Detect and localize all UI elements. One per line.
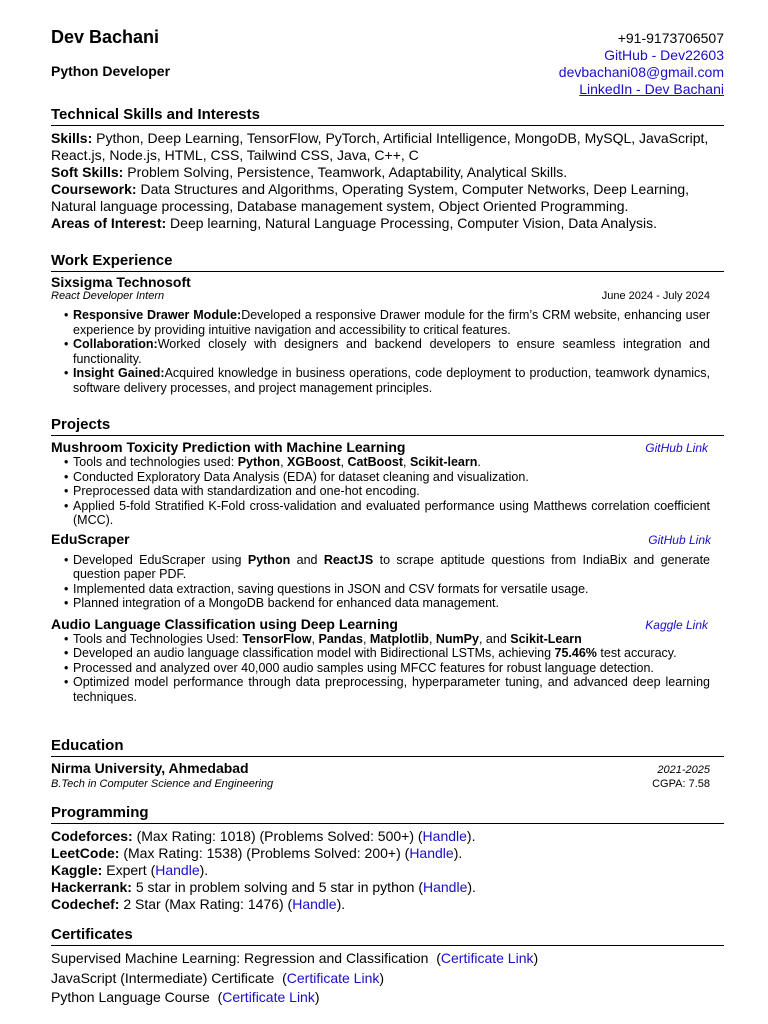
certificate-link[interactable]: Certificate Link bbox=[286, 969, 380, 986]
list-item: • Optimized model performance through data preprocessing, hyperparameter tuning, and advanced deep learning techniques. bbox=[73, 675, 710, 704]
project-github-link[interactable]: GitHub Link bbox=[645, 441, 708, 455]
work-section bbox=[51, 252, 724, 395]
degree-name: B.Tech in Computer Science and Engineering bbox=[51, 778, 274, 790]
school-name: Nirma University, Ahmedabad bbox=[51, 760, 249, 776]
project-title: Audio Language Classification using Deep Learning bbox=[51, 615, 398, 632]
github-link[interactable]: GitHub - Dev22603 bbox=[604, 47, 724, 63]
section-title: Work Experience bbox=[51, 252, 724, 272]
section-title: Education bbox=[51, 737, 724, 757]
certificate-item: Python Language Course (Certificate Link) bbox=[51, 989, 320, 1005]
candidate-name: Dev Bachani bbox=[51, 27, 160, 47]
phone-number: +91-9173706507 bbox=[617, 30, 724, 46]
programming-row-hackerrank: Hackerrank: 5 star in problem solving and 5 star in python (Handle). bbox=[51, 879, 476, 895]
project-bullets bbox=[51, 553, 724, 611]
certificate-link[interactable]: Certificate Link bbox=[440, 950, 534, 966]
certificates-section bbox=[51, 926, 724, 1008]
skills-section bbox=[51, 106, 724, 232]
programming-row-leetcode: LeetCode: (Max Rating: 1538) (Problems Solved: 200+) (Handle). bbox=[51, 845, 463, 861]
resume-header bbox=[51, 0, 724, 100]
list-item: • Processed and analyzed over 40,000 audio samples using MFCC features for robust language detection. bbox=[73, 661, 710, 676]
project-bullets bbox=[51, 455, 724, 528]
list-item: • Implemented data extraction, saving questions in JSON and CSV formats for versatile usage. bbox=[73, 582, 710, 597]
education-years: 2021-2025 bbox=[657, 764, 710, 776]
certificate-item: Supervised Machine Learning: Regression and Classification (Certificate Link) bbox=[51, 950, 539, 966]
section-title: Programming bbox=[51, 804, 724, 824]
section-title: Certificates bbox=[51, 926, 724, 946]
list-item: • Applied 5-fold Stratified K-Fold cross-validation and evaluated performance using Matthews correlation coefficient (MCC). bbox=[73, 499, 710, 528]
list-item: • Developed EduScraper using Python and ReactJS to scrape aptitude questions from IndiaBix and generate question paper PDF. bbox=[73, 553, 710, 582]
list-item: • Tools and Technologies Used: TensorFlow, Pandas, Matplotlib, NumPy, and Scikit-Learn bbox=[73, 632, 710, 647]
section-title: Projects bbox=[51, 416, 724, 436]
project-github-link[interactable]: GitHub Link bbox=[648, 532, 711, 547]
contact-block bbox=[559, 30, 724, 98]
coursework-row: Coursework: Data Structures and Algorithms, Operating System, Computer Networks, Deep Learning, Natural language processing, Database management system, Object Oriented Programming. bbox=[51, 181, 690, 214]
company-name: Sixsigma Technosoft bbox=[51, 274, 191, 290]
list-item: • Preprocessed data with standardization and one-hot encoding. bbox=[73, 484, 710, 499]
leetcode-handle-link[interactable]: Handle bbox=[409, 845, 454, 861]
work-bullets bbox=[51, 308, 724, 395]
programming-row-kaggle: Kaggle: Expert (Handle). bbox=[51, 862, 209, 878]
email-link[interactable]: devbachani08@gmail.com bbox=[558, 64, 724, 80]
list-item: • Insight Gained:Acquired knowledge in business operations, code deployment to production, teamwork dynamics, software delivery processes, and project management principles. bbox=[73, 366, 710, 395]
cgpa-value: CGPA: 7.58 bbox=[652, 778, 710, 790]
certificate-item: JavaScript (Intermediate) Certificate (Certificate Link) bbox=[51, 969, 385, 986]
list-item: • Developed an audio language classification model with Bidirectional LSTMs, achieving 75.46% test accuracy. bbox=[73, 646, 710, 661]
list-item: • Tools and technologies used: Python, XGBoost, CatBoost, Scikit-learn. bbox=[73, 455, 710, 470]
list-item: • Responsive Drawer Module:Developed a responsive Drawer module for the firm’s CRM website, enhancing user experience by providing intuitive navigation and accessibility to critical features. bbox=[73, 308, 710, 337]
projects-section bbox=[51, 416, 724, 704]
section-title: Technical Skills and Interests bbox=[51, 106, 724, 126]
project-title: EduScraper bbox=[51, 530, 130, 547]
project-title: Mushroom Toxicity Prediction with Machine Learning bbox=[51, 439, 406, 455]
work-dates: June 2024 - July 2024 bbox=[601, 290, 710, 302]
codechef-handle-link[interactable]: Handle bbox=[292, 896, 337, 912]
interests-row: Areas of Interest: Deep learning, Natural Language Processing, Computer Vision, Data Analysis. bbox=[51, 215, 657, 231]
linkedin-link[interactable]: LinkedIn - Dev Bachani bbox=[579, 81, 724, 97]
list-item: • Collaboration:Worked closely with designers and backend developers to ensure seamless integration and functionality. bbox=[73, 337, 710, 366]
education-section bbox=[51, 737, 724, 790]
programming-section bbox=[51, 804, 724, 913]
programming-row-codeforces: Codeforces: (Max Rating: 1018) (Problems Solved: 500+) (Handle). bbox=[51, 828, 476, 844]
programming-row-codechef: Codechef: 2 Star (Max Rating: 1476) (Handle). bbox=[51, 896, 346, 912]
certificate-link[interactable]: Certificate Link bbox=[222, 989, 315, 1005]
soft-skills-row: Soft Skills: Problem Solving, Persistence, Teamwork, Adaptability, Analytical Skills. bbox=[51, 164, 568, 180]
list-item: • Planned integration of a MongoDB backend for enhanced data management. bbox=[73, 596, 710, 611]
candidate-role: Python Developer bbox=[51, 63, 171, 79]
hackerrank-handle-link[interactable]: Handle bbox=[422, 879, 468, 895]
position-title: React Developer Intern bbox=[51, 290, 165, 302]
codeforces-handle-link[interactable]: Handle bbox=[422, 828, 467, 844]
project-bullets bbox=[51, 632, 724, 705]
resume-page bbox=[51, 0, 724, 1005]
list-item: • Conducted Exploratory Data Analysis (EDA) for dataset cleaning and visualization. bbox=[73, 470, 710, 485]
skills-row: Skills: Python, Deep Learning, TensorFlow, PyTorch, Artificial Intelligence, MongoDB, MySQL, JavaScript, React.js, Node.js, HTML, CSS, Tailwind CSS, Java, C++, C bbox=[51, 130, 709, 163]
project-kaggle-link[interactable]: Kaggle Link bbox=[645, 617, 708, 632]
kaggle-handle-link[interactable]: Handle bbox=[155, 862, 200, 878]
